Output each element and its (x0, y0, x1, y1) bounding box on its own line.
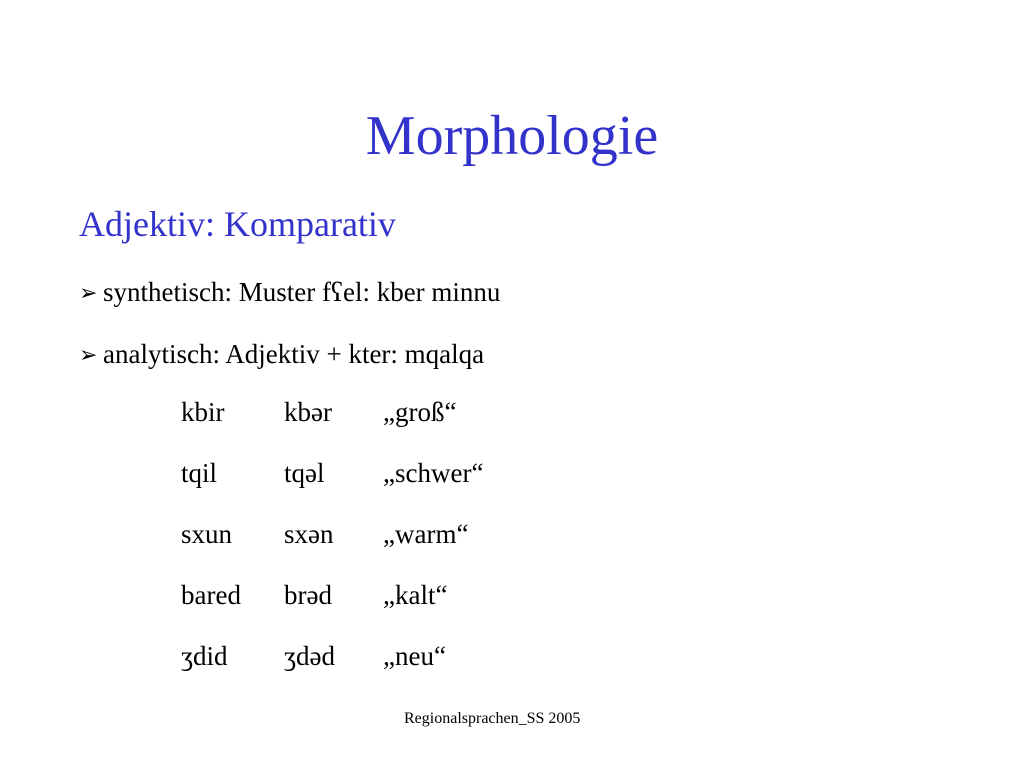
base-form: kbir (181, 397, 225, 427)
german-gloss: „kalt“ (383, 580, 448, 610)
comparative-form: tqəl (284, 458, 325, 488)
german-gloss: „groß“ (383, 397, 457, 427)
comparative-form: brəd (284, 580, 332, 610)
arrow-right-icon: ➢ (79, 281, 98, 306)
base-form: sxun (181, 519, 233, 549)
section-subtitle: Adjektiv: Komparativ (79, 204, 396, 244)
base-form: ʒdid (181, 641, 228, 671)
slide-title: Morphologie (365, 105, 659, 167)
bullet-text: analytisch: Adjektiv + kter: mqalqa (103, 339, 485, 369)
comparative-form: sxən (284, 519, 334, 549)
comparative-form: kbər (284, 397, 332, 427)
german-gloss: „warm“ (383, 519, 469, 549)
german-gloss: „neu“ (383, 641, 446, 671)
bullet-text: synthetisch: Muster fʕel: kber minnu (103, 277, 501, 307)
slide-footer: Regionalsprachen_SS 2005 (404, 710, 581, 727)
bullet-analytic (79, 337, 484, 373)
base-form: bared (181, 580, 241, 610)
german-gloss: „schwer“ (383, 458, 484, 488)
comparative-form: ʒdəd (284, 641, 335, 671)
bullet-synthetic (79, 275, 500, 311)
base-form: tqil (181, 458, 218, 488)
arrow-right-icon: ➢ (79, 343, 98, 368)
